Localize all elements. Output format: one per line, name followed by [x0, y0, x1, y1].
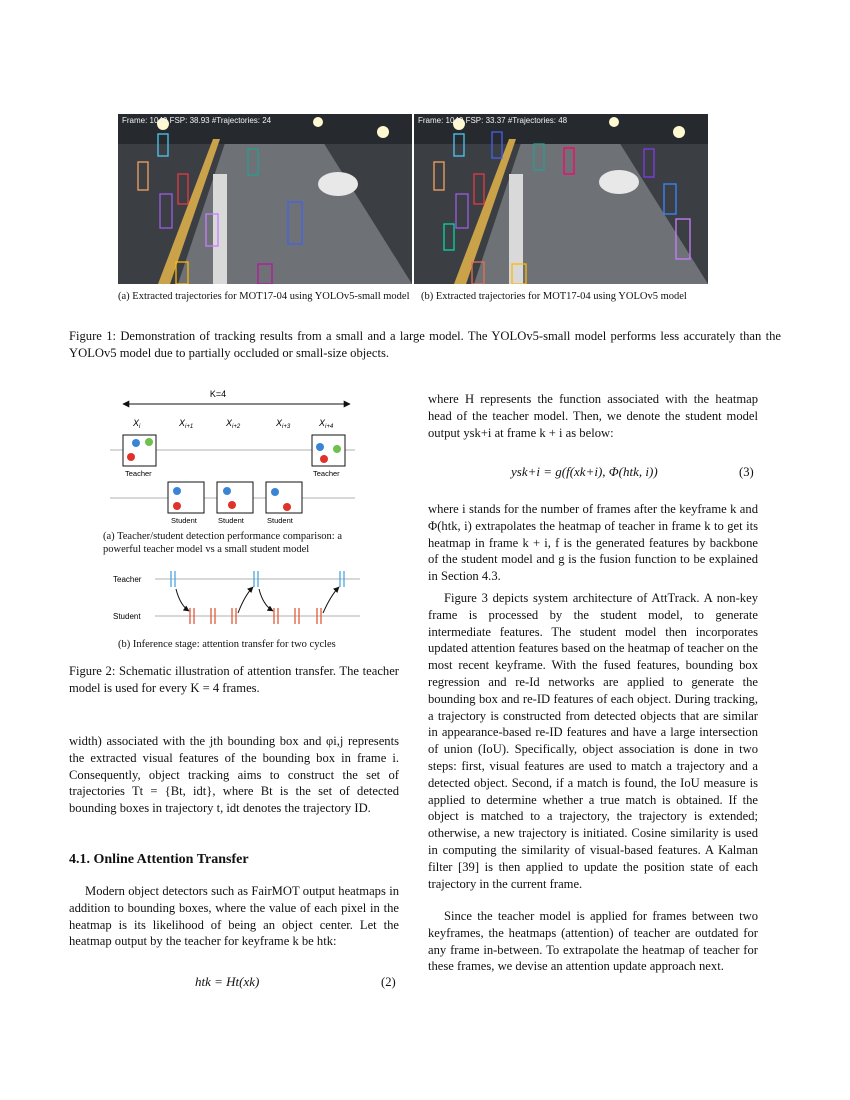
equation-2: htk = Ht(xk) [195, 974, 260, 989]
student-label-3: Student [267, 516, 293, 525]
k-label: K=4 [209, 389, 227, 399]
left-paragraph-2: Modern object detectors such as FairMOT output heatmaps in addition to bounding boxes, where the value of each pixel in the heatmap is its likelihood of being an object center. Let the heatmap output by the teacher for keyframe k be htk: [69, 884, 399, 949]
figure2-subcaption-b: (b) Inference stage: attention transfer for two cycles [118, 639, 336, 650]
equation-3-number: (3) [739, 465, 754, 479]
teacher-frame-left [123, 435, 156, 466]
equation-2-number: (2) [381, 975, 396, 989]
transfer-arrow-up-2 [323, 587, 339, 613]
student-frame-3 [266, 482, 302, 513]
right-paragraph-4: Since the teacher model is applied for frames between two keyframes, the heatmaps (attention) of teacher are outdated for any frame in-between. To extrapolate the heatmap of teacher for these frames, we devise an attention update approach next. [428, 909, 758, 974]
teacher-label-left: Teacher [125, 469, 152, 478]
section-heading: 4.1. Online Attention Transfer [69, 852, 249, 867]
transfer-arrow-up-1 [238, 587, 253, 613]
figure2-caption-text: Figure 2: Schematic illustration of attention transfer. The teacher model is used for every K = 4 frames. [69, 664, 399, 695]
teacher-frame-right [312, 435, 345, 466]
figure2-caption [69, 663, 399, 697]
tracking-image-large-model [414, 114, 708, 284]
right-paragraph-3: Figure 3 depicts system architecture of AttTrack. A non-key frame is processed by the student model, to generate intermediate features. The student model then incorporates updated attention features based on the heatmap of teacher on the most recent keyframe. With the fused features, bounding box regression and re-Id networks are applied to generate the bounding box and re-ID features of each object. During tracking, a trajectory is constructed from detected objects that are similar in appearance-based re-ID features and have a large intersection of union (IoU). Specifically, object association is done in two steps: first, visual features are used to match a trajectory and a detected object. Second, if a match is found, the IoU measure is applied to determine whether a true match is obtained. If the object is matched to a trajectory, the trajectory is extended; otherwise, a new trajectory is initiated. Cosine similarity is used in computing the similarity of visual-based features. A Kalman filter [39] is then applied to update the position state of each trajectory in the current frame. [428, 591, 758, 891]
transfer-arrow-down-1 [176, 589, 189, 611]
street-scene-left [118, 114, 412, 284]
figure2a-diagram [105, 385, 360, 530]
frame-label-1: $X_{i+1}$ [179, 418, 194, 430]
transfer-arrow-down-2 [259, 589, 273, 611]
frame-label-3: $X_{i+3}$ [276, 418, 291, 430]
student-label-2: Student [218, 516, 244, 525]
street-scene-right [414, 114, 708, 284]
right-paragraph-1: where H represents the function associated with the heatmap head of the teacher model. Then, we denote the student model output ysk+i at frame k + i as below: [428, 392, 758, 440]
figure1-caption: Figure 1: Demonstration of tracking results from a small and a large model. The YOLOv5-small model performs less accurately than the YOLOv5 model due to partially occluded or small-size objects. [69, 329, 781, 360]
frame-label-4: $X_{i+4}$ [319, 418, 334, 430]
hud-right: Frame: 1040 FSP: 33.37 #Trajectories: 48 [418, 116, 568, 125]
teacher-label-right: Teacher [313, 469, 340, 478]
figure2-subcaption-a: (a) Teacher/student detection performance comparison: a powerful teacher model vs a small student model [103, 531, 343, 555]
figure2b-timeline [110, 565, 365, 635]
frame-label-0: $X_i$ [133, 418, 141, 430]
hud-left: Frame: 1040 FSP: 38.93 #Trajectories: 24 [122, 116, 272, 125]
figure1-subcaption-a: (a) Extracted trajectories for MOT17-04 using YOLOv5-small model [118, 291, 410, 302]
right-paragraph-2: where i stands for the number of frames after the keyframe k and Φ(htk, i) extrapolates the heatmap of teacher in frame k to get its heatmap in frame k + i, f is the generated features by backbone of the student model and g is the fusion function to be explained in Section 4.3. [428, 502, 758, 584]
timeline-student-label: Student [113, 612, 141, 621]
frame-label-2: $X_{i+2}$ [226, 418, 241, 430]
tracking-image-small-model [118, 114, 412, 284]
left-paragraph-1: width) associated with the jth bounding box and φi,j represents the extracted visual features of the bounding box in frame i. Consequently, object tracking aims to construct the set of trajectories Tt = {Bt, idt}, where Bt is the set of detected bounding boxes in trajectory t, idt denotes the trajectory ID. [69, 734, 399, 816]
student-frame-1 [168, 482, 204, 513]
student-label-1: Student [171, 516, 197, 525]
figure1-subcaption-b: (b) Extracted trajectories for MOT17-04 using YOLOv5 model [421, 291, 687, 302]
timeline-teacher-label: Teacher [113, 575, 142, 584]
student-frame-2 [217, 482, 253, 513]
equation-3: ysk+i = g(f(xk+i), Φ(htk, i)) [511, 464, 658, 479]
